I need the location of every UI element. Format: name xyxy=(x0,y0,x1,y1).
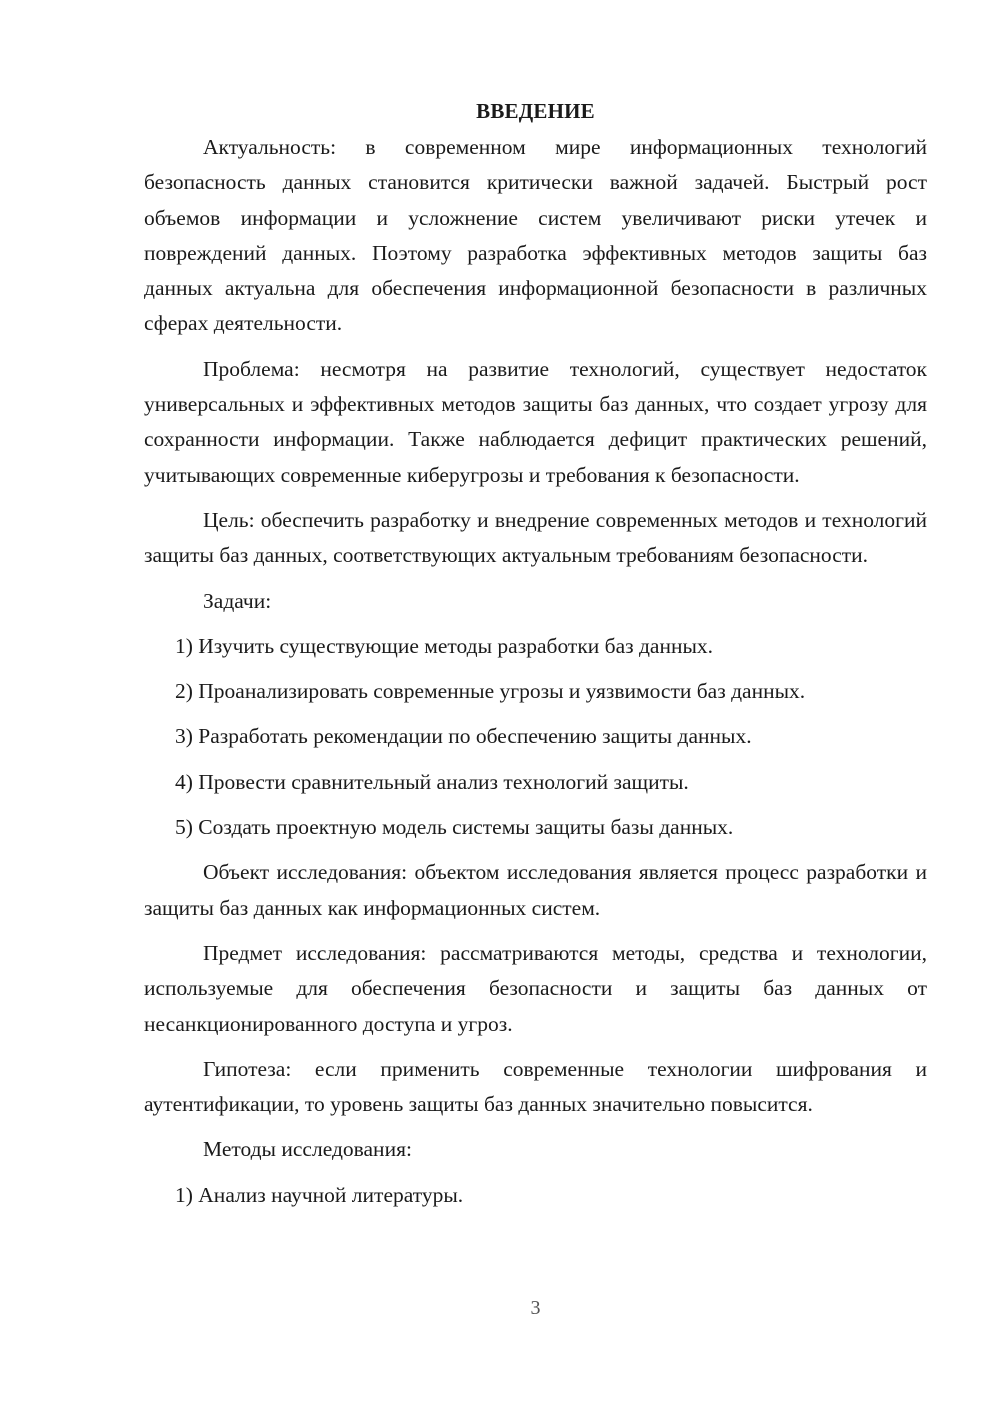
paragraph-relevance: Актуальность: в современном мире информационных технологий безопасность данных становится критически важной задачей. Быстрый рост объемов информации и усложнение систем увеличивают риски утечек и повреждений данных. Поэтому разработка эффективных методов защиты баз данных актуальна для обеспечения информационной безопасности в различных сферах деятельности. xyxy=(144,135,927,336)
task-item: 1) Изучить существующие методы разработки баз данных. xyxy=(175,633,714,658)
paragraph-subject: Предмет исследования: рассматриваются методы, средства и технологии, используемые для обеспечения безопасности и защиты баз данных от несанкционированного доступа и угроз. xyxy=(144,940,927,1036)
paragraph-goal: Цель: обеспечить разработку и внедрение современных методов и технологий защиты баз данных, соответствующих актуальным требованиям безопасности. xyxy=(144,507,927,568)
methods-heading: Методы исследования: xyxy=(203,1137,412,1162)
method-item: 1) Анализ научной литературы. xyxy=(175,1182,464,1207)
paragraph-hypothesis: Гипотеза: если применить современные технологии шифрования и аутентификации, то уровень защиты баз данных значительно повысится. xyxy=(144,1056,927,1117)
paragraph-problem: Проблема: несмотря на развитие технологий, существует недостаток универсальных и эффективных методов защиты баз данных, что создает угрозу для сохранности информации. Также наблюдается дефицит практических решений, учитывающих современные киберугрозы и требования к безопасности. xyxy=(144,356,927,487)
tasks-heading: Задачи: xyxy=(203,588,272,613)
task-item: 4) Провести сравнительный анализ технологий защиты. xyxy=(175,769,689,794)
paragraph-object: Объект исследования: объектом исследования является процесс разработки и защиты баз данных как информационных систем. xyxy=(144,860,927,920)
task-item: 5) Создать проектную модель системы защиты базы данных. xyxy=(175,815,734,840)
page-number: 3 xyxy=(530,1297,541,1319)
section-title: ВВЕДЕНИЕ xyxy=(476,99,595,123)
task-item: 3) Разработать рекомендации по обеспечению защиты данных. xyxy=(175,724,752,749)
task-item: 2) Проанализировать современные угрозы и уязвимости баз данных. xyxy=(175,679,806,704)
